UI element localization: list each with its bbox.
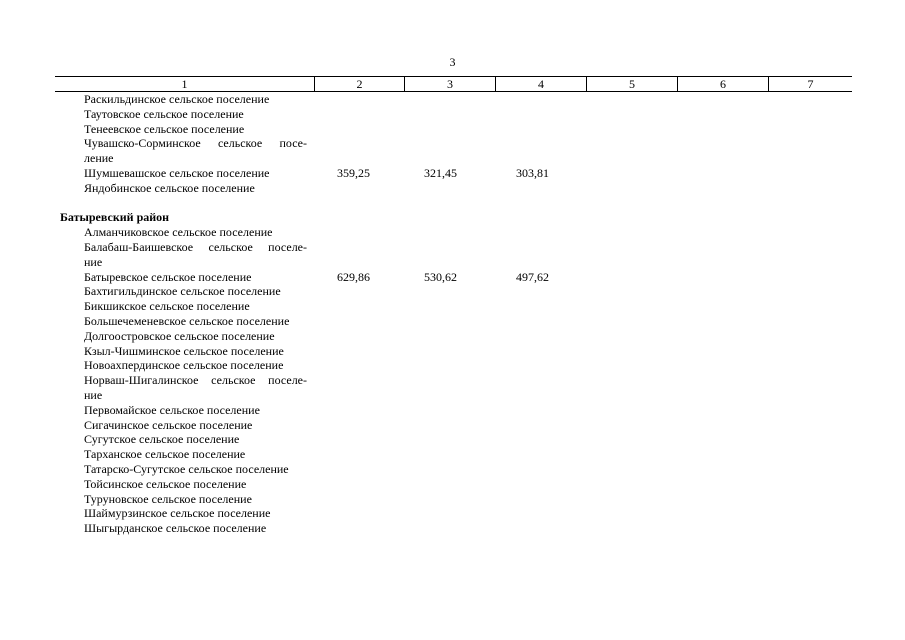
district-name: Батыревский район (60, 210, 170, 225)
table-row (0, 136, 905, 151)
table-row (0, 447, 905, 462)
table-row (0, 255, 905, 270)
value-col-4: 303,81 (516, 165, 549, 180)
column-header-3: 3 (404, 77, 495, 91)
settlement-name: Большечеменевское сельское поселение (84, 313, 290, 328)
value-col-3: 530,62 (424, 269, 457, 284)
column-header-7: 7 (768, 77, 852, 91)
settlement-name: Кзыл-Чишминское сельское поселение (84, 343, 284, 358)
column-header-1: 1 (181, 77, 188, 91)
settlement-name: Чувашско-Сорминское сельское посе- (84, 136, 307, 151)
table-row (0, 344, 905, 359)
settlement-name: Сигачинское сельское поселение (84, 417, 253, 432)
settlement-name: Бикшикское сельское поселение (84, 299, 250, 314)
table-row (0, 166, 905, 181)
settlement-name: Шумшевашское сельское поселение (84, 165, 270, 180)
value-col-2: 359,25 (337, 165, 370, 180)
table-row (0, 388, 905, 403)
row-spacer (0, 196, 905, 211)
settlement-name: Тойсинское сельское поселение (84, 476, 247, 491)
settlement-name: Норваш-Шигалинское сельское поселе- (84, 373, 307, 388)
column-header-4: 4 (495, 77, 586, 91)
settlement-name: Татарско-Сугутское сельское поселение (84, 461, 289, 476)
table-body (0, 92, 905, 536)
settlement-name: Таутовское сельское поселение (84, 106, 244, 121)
settlement-name: Батыревское сельское поселение (84, 269, 252, 284)
table-row (0, 151, 905, 166)
settlement-name: Тенеевское сельское поселение (84, 121, 245, 136)
settlement-name: Раскильдинское сельское поселение (84, 92, 270, 106)
settlement-name: ние (84, 387, 103, 402)
page-number: 3 (449, 55, 456, 69)
table-row (0, 462, 905, 477)
value-col-4: 497,62 (516, 269, 549, 284)
table-row (0, 270, 905, 285)
table-row (0, 225, 905, 240)
table-row (0, 403, 905, 418)
table-row (0, 122, 905, 137)
settlement-name: Алманчиковское сельское поселение (84, 225, 273, 240)
settlement-name: Долгоостровское сельское поселение (84, 328, 275, 343)
column-header-2: 2 (314, 77, 404, 91)
table-row (0, 299, 905, 314)
table-row (0, 314, 905, 329)
settlement-name: Балабаш-Баишевское сельское поселе- (84, 239, 307, 254)
table-row (0, 240, 905, 255)
settlement-name: Сугутское сельское поселение (84, 432, 240, 447)
settlement-name: Новоахпердинское сельское поселение (84, 358, 284, 373)
table-row (0, 92, 905, 107)
table-row (0, 373, 905, 388)
settlement-name: Яндобинское сельское поселение (84, 180, 255, 195)
table-row (0, 181, 905, 196)
table-row (0, 284, 905, 299)
column-header-6: 6 (677, 77, 768, 91)
value-col-3: 321,45 (424, 165, 457, 180)
table-row (0, 107, 905, 122)
column-header-5: 5 (586, 77, 677, 91)
table-row (0, 358, 905, 373)
table-row (0, 418, 905, 433)
settlement-name: Шыгырданское сельское поселение (84, 521, 267, 536)
table-row (0, 521, 905, 536)
settlement-name: Тарханское сельское поселение (84, 447, 246, 462)
district-heading-row (0, 210, 905, 225)
table-row (0, 432, 905, 447)
table-row (0, 506, 905, 521)
settlement-name: Бахтигильдинское сельское поселение (84, 284, 281, 299)
settlement-name: Шаймурзинское сельское поселение (84, 506, 271, 521)
value-col-2: 629,86 (337, 269, 370, 284)
table-row (0, 492, 905, 507)
settlement-name: Первомайское сельское поселение (84, 402, 260, 417)
table-row (0, 477, 905, 492)
settlement-name: ление (84, 151, 114, 166)
settlement-name: Туруновское сельское поселение (84, 491, 252, 506)
settlement-name: ние (84, 254, 103, 269)
table-header (55, 76, 852, 92)
table-row (0, 329, 905, 344)
